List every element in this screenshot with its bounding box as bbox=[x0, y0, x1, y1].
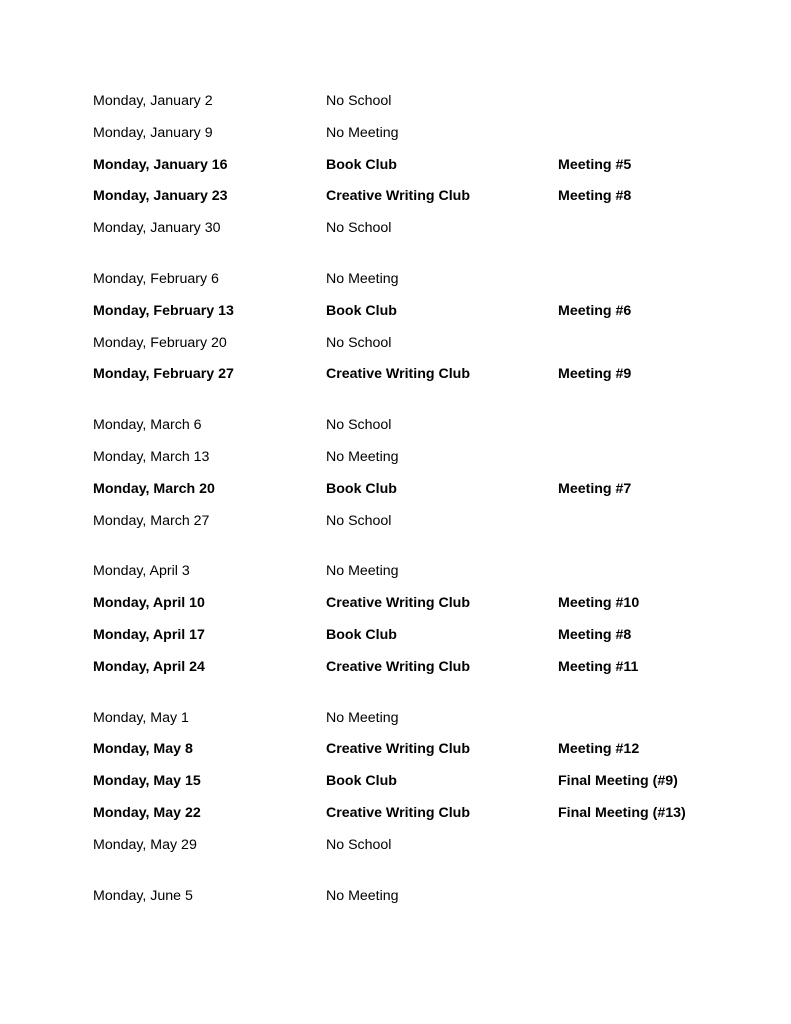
date-cell: Monday, February 6 bbox=[93, 270, 219, 287]
schedule-row bbox=[0, 737, 791, 769]
schedule-row bbox=[0, 121, 791, 153]
event-cell: Creative Writing Club bbox=[326, 804, 470, 821]
month-group bbox=[0, 413, 791, 540]
schedule-row bbox=[0, 413, 791, 445]
meeting-number-cell: Meeting #7 bbox=[558, 480, 632, 497]
event-cell: Creative Writing Club bbox=[326, 741, 470, 758]
meeting-number-cell: Final Meeting (#13) bbox=[558, 804, 686, 821]
event-cell: No School bbox=[326, 334, 392, 351]
meeting-number-cell: Final Meeting (#9) bbox=[558, 773, 678, 790]
event-cell: Book Club bbox=[326, 626, 397, 643]
date-cell: Monday, March 27 bbox=[93, 512, 210, 529]
meeting-number-cell: Meeting #8 bbox=[558, 188, 632, 205]
schedule-row bbox=[0, 89, 791, 121]
event-cell: No School bbox=[326, 93, 392, 109]
event-cell: No Meeting bbox=[326, 124, 399, 141]
event-cell: No School bbox=[326, 512, 392, 529]
schedule-row bbox=[0, 509, 791, 541]
event-cell: Book Club bbox=[326, 480, 397, 497]
date-cell: Monday, May 29 bbox=[93, 836, 197, 853]
month-group bbox=[0, 89, 791, 248]
schedule-row bbox=[0, 769, 791, 801]
date-cell: Monday, January 2 bbox=[93, 93, 213, 109]
date-cell: Monday, April 10 bbox=[93, 595, 205, 612]
schedule-row bbox=[0, 216, 791, 248]
month-group bbox=[0, 884, 791, 916]
month-group bbox=[0, 267, 791, 394]
schedule-row bbox=[0, 623, 791, 655]
event-cell: Creative Writing Club bbox=[326, 366, 470, 383]
schedule-row bbox=[0, 477, 791, 509]
date-cell: Monday, April 17 bbox=[93, 626, 205, 643]
event-cell: No Meeting bbox=[326, 270, 399, 287]
date-cell: Monday, January 23 bbox=[93, 188, 228, 205]
event-cell: No School bbox=[326, 220, 392, 237]
event-cell: Book Club bbox=[326, 156, 397, 173]
schedule-row bbox=[0, 559, 791, 591]
date-cell: Monday, February 20 bbox=[93, 334, 227, 351]
schedule-row bbox=[0, 362, 791, 394]
meeting-number-cell: Meeting #11 bbox=[558, 658, 639, 675]
date-cell: Monday, February 13 bbox=[93, 302, 234, 319]
meeting-schedule bbox=[0, 89, 791, 915]
date-cell: Monday, May 22 bbox=[93, 804, 201, 821]
event-cell: Book Club bbox=[326, 302, 397, 319]
schedule-row bbox=[0, 833, 791, 865]
event-cell: Creative Writing Club bbox=[326, 188, 470, 205]
schedule-row bbox=[0, 801, 791, 833]
date-cell: Monday, March 6 bbox=[93, 417, 202, 434]
date-cell: Monday, January 16 bbox=[93, 156, 228, 173]
schedule-row bbox=[0, 299, 791, 331]
meeting-number-cell: Meeting #12 bbox=[558, 741, 640, 758]
schedule-row bbox=[0, 153, 791, 185]
event-cell: No School bbox=[326, 417, 392, 434]
event-cell: No Meeting bbox=[326, 563, 399, 580]
date-cell: Monday, May 1 bbox=[93, 709, 189, 726]
month-group bbox=[0, 559, 791, 686]
schedule-row bbox=[0, 267, 791, 299]
date-cell: Monday, April 24 bbox=[93, 658, 205, 675]
event-cell: No Meeting bbox=[326, 887, 399, 904]
event-cell: Creative Writing Club bbox=[326, 658, 470, 675]
date-cell: Monday, January 9 bbox=[93, 124, 213, 141]
meeting-number-cell: Meeting #8 bbox=[558, 626, 632, 643]
schedule-row bbox=[0, 706, 791, 738]
date-cell: Monday, March 13 bbox=[93, 448, 210, 465]
meeting-number-cell: Meeting #10 bbox=[558, 595, 640, 612]
meeting-number-cell: Meeting #9 bbox=[558, 366, 632, 383]
schedule-row bbox=[0, 445, 791, 477]
month-group bbox=[0, 706, 791, 865]
schedule-row bbox=[0, 591, 791, 623]
event-cell: No School bbox=[326, 836, 392, 853]
event-cell: Book Club bbox=[326, 773, 397, 790]
date-cell: Monday, February 27 bbox=[93, 366, 234, 383]
date-cell: Monday, June 5 bbox=[93, 887, 193, 904]
event-cell: No Meeting bbox=[326, 709, 399, 726]
schedule-row bbox=[0, 884, 791, 916]
date-cell: Monday, March 20 bbox=[93, 480, 215, 497]
date-cell: Monday, May 8 bbox=[93, 741, 193, 758]
schedule-row bbox=[0, 655, 791, 687]
date-cell: Monday, May 15 bbox=[93, 773, 201, 790]
schedule-row bbox=[0, 331, 791, 363]
meeting-number-cell: Meeting #5 bbox=[558, 156, 632, 173]
date-cell: Monday, April 3 bbox=[93, 563, 190, 580]
event-cell: No Meeting bbox=[326, 448, 399, 465]
event-cell: Creative Writing Club bbox=[326, 595, 470, 612]
meeting-number-cell: Meeting #6 bbox=[558, 302, 632, 319]
date-cell: Monday, January 30 bbox=[93, 220, 221, 237]
schedule-row bbox=[0, 184, 791, 216]
